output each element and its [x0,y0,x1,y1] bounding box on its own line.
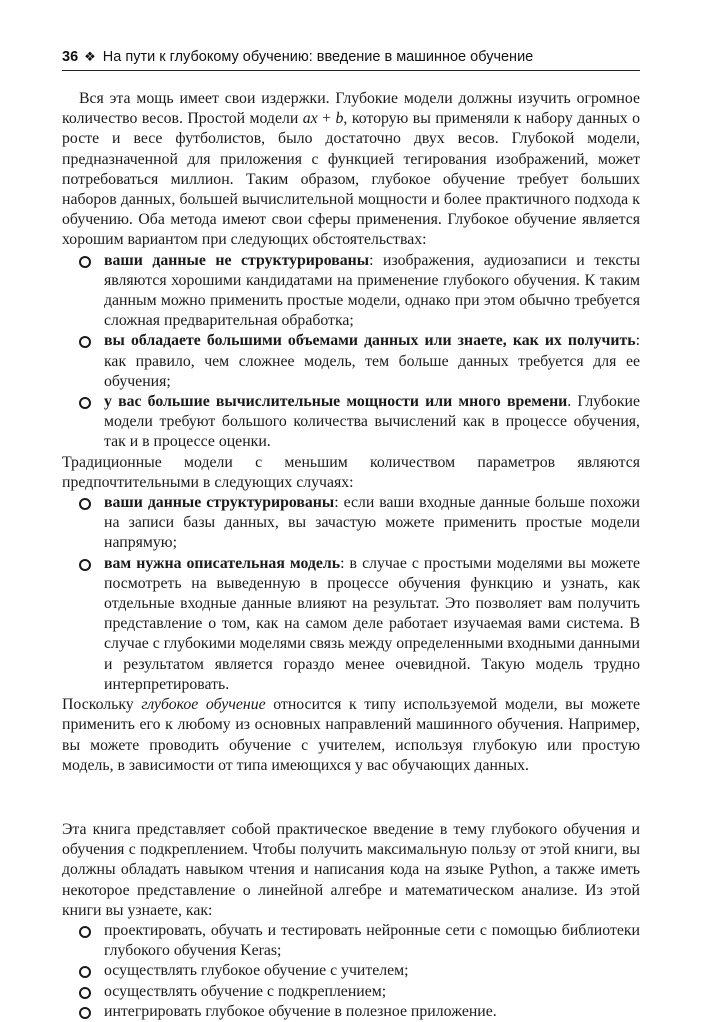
traditional-models-list [62,493,640,695]
paragraph-book-intro: Эта книга представляет собой практическое введение в тему глубокого обучения и обучения с подкреплением. Чтобы получить максимальную пользу от этой книги, вы должны обладать навыком чтения и написания кода на языке Python, а также иметь некоторое представление о линейной алгебре и математическом анализе. Из этой книги вы узнаете, как: [62,820,640,919]
list-item [62,982,640,1002]
list-item [62,961,640,981]
list-item-text: вам нужна описательная модель: в случае с простыми моделями вы можете посмотреть на выведенную в процессе обучения функцию и узнать, как отдельные входные данные влияют на результат. Это позволяет вам получить представление о том, как на самом деле работает изучаемая вами система. В случае с глубокими моделями связь между определенными входными данными и результатом является гораздо менее очевидной. Такую модель трудно интерпретировать. [104,554,640,693]
list-item-text: у вас большие вычислительные мощности или много времени. Глубокие модели требуют большого количества вычислений как в процессе обучения, так и в процессе оценки. [104,393,641,451]
bullet-circle-icon [79,987,91,999]
bullet-circle-icon [79,966,91,978]
bullet-circle-icon [79,256,91,268]
list-item [62,392,640,453]
bullet-circle-icon [79,336,91,348]
list-item [62,1002,640,1022]
paragraph-traditional-models: Традиционные модели с меньшим количеством параметров являются предпочтительными в следующих случаях: [62,453,640,491]
ornament-icon: ❖ [84,49,96,64]
deep-learning-conditions-list [62,251,640,453]
list-item [62,554,640,695]
running-header [62,46,640,71]
list-item-text: проектировать, обучать и тестировать нейронные сети с помощью библиотеки глубокого обучения Keras; [104,921,640,960]
list-item-text: ваши данные структурированы: если ваши входные данные больше похожи на записи базы данных, вы зачастую можете применить простые модели напрямую; [104,494,640,552]
list-item-text: осуществлять обучение с подкреплением; [104,982,387,1000]
list-item-text: ваши данные не структурированы: изображения, аудиозаписи и тексты являются хорошими кандидатами на применение глубокого обучения. К таким данным можно применить простые модели, однако при этом обычно требуется сложная предварительная обработка; [104,251,640,330]
bullet-circle-icon [79,498,91,510]
list-item [62,921,640,961]
list-item [62,331,640,392]
running-title: На пути к глубокому обучению: введение в машинное обучение [102,49,534,65]
page-number: 36 [62,49,79,65]
list-item [62,251,640,332]
section-spacer [62,776,640,820]
bullet-circle-icon [79,1007,91,1019]
bullet-circle-icon [79,397,91,409]
paragraph-costs: Вся эта мощь имеет свои издержки. Глубокие модели должны изучить огромное количество весов. Простой модели ax + b, которую вы применяли к набору данных о росте и весе футболистов, было достаточно двух весов. Глубокой модели, предназначенной для приложения с функцией тегирования изображений, может потребоваться миллион. Таким образом, глубокое обучение требует больших наборов данных, большей вычислительной мощности и более практичного подхода к обучению. Оба метода имеют свои сферы применения. Глубокое обучение является хорошим вариантом при следующих обстоятельствах: [62,90,641,249]
body-text [62,89,640,1022]
list-item-text: вы обладаете большими объемами данных или знаете, как их получить: как правило, чем сложнее модель, тем больше данных требуется для ее обучения; [104,332,640,390]
paragraph-deep-learning-scope: Поскольку глубокое обучение относится к типу используемой модели, вы можете применить его к любому из основных направлений машинного обучения. Например, вы можете проводить обучение с учителем, используя глубокую или простую модель, в зависимости от типа имеющихся у вас обучающих данных. [62,696,640,774]
list-item [62,493,640,554]
bullet-circle-icon [79,559,91,571]
book-topics-list [62,921,640,1022]
list-item-text: осуществлять глубокое обучение с учителем; [104,962,409,980]
list-item-text: интегрировать глубокое обучение в полезное приложение. [104,1002,497,1020]
bullet-circle-icon [79,926,91,938]
